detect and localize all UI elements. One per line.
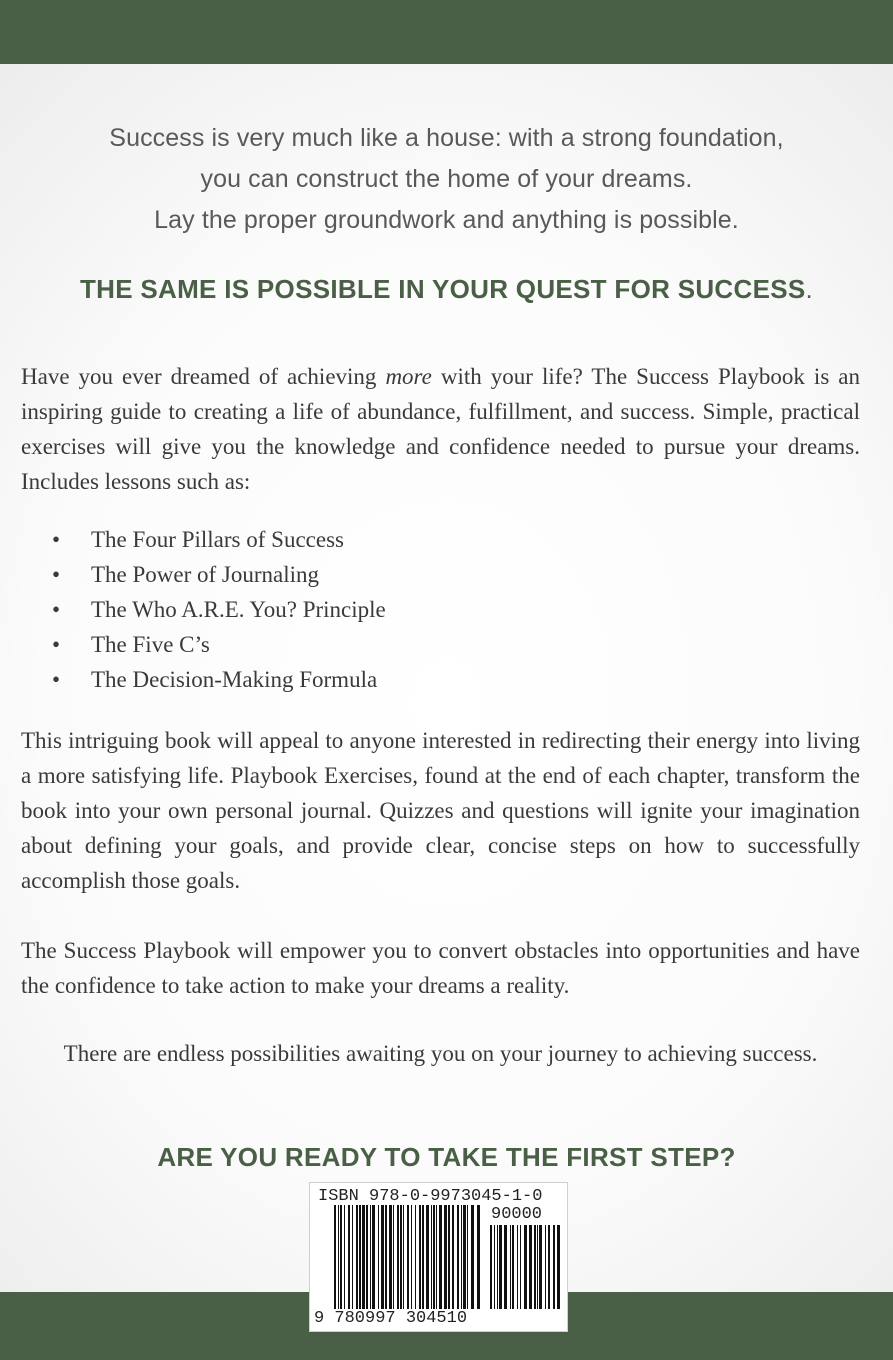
isbn-barcode (309, 1182, 568, 1332)
lesson-item (52, 522, 386, 557)
top-color-band (0, 0, 893, 64)
price-code: 90000 (491, 1205, 543, 1224)
lesson-item (52, 557, 386, 592)
lesson-label: The Four Pillars of Success (91, 527, 344, 552)
empowerment-paragraph: The Success Playbook will empower you to convert obstacles into opportunities and have the confidence to take action to make your dreams a reality. (21, 938, 860, 998)
ean-digits: 9 780997 304510 (314, 1309, 468, 1328)
headline (0, 274, 893, 305)
intro-before-emphasis: Have you ever dreamed of achieving (21, 364, 386, 389)
bullet-icon: • (52, 667, 61, 692)
tagline-line-1: Success is very much like a house: with a strong foundation, (109, 124, 784, 152)
lesson-item (52, 592, 386, 627)
tagline-line-3: Lay the proper groundwork and anything is possible. (154, 206, 739, 234)
lesson-label: The Five C’s (91, 632, 210, 657)
possibilities-paragraph: There are endless possibilities awaiting you on your journey to achieving success. (63, 1041, 818, 1066)
lesson-item (52, 662, 386, 697)
isbn-label: ISBN 978-0-9973045-1-0 (318, 1187, 543, 1206)
lesson-label: The Power of Journaling (91, 562, 320, 587)
headline-text: THE SAME IS POSSIBLE IN YOUR QUEST FOR SUCCESS (79, 274, 806, 304)
tagline (0, 118, 893, 241)
lesson-label: The Decision-Making Formula (91, 667, 378, 692)
intro-after-emphasis: with your life? The Success Playbook is an inspiring guide to creating a life of abundance, fulfillment, and success. Simple, practical exercises will give you the knowledge and confidence needed to pursue your dreams. Includes lessons such as: (21, 364, 860, 494)
bullet-icon: • (52, 527, 61, 552)
bullet-icon: • (52, 597, 61, 622)
bullet-icon: • (52, 562, 61, 587)
headline-period: . (805, 274, 814, 304)
intro-paragraph (21, 359, 860, 499)
bullet-icon: • (52, 632, 61, 657)
tagline-line-2: you can construct the home of your dreams. (200, 165, 693, 193)
lessons-list (52, 522, 386, 697)
intro-emphasis: more (385, 364, 432, 389)
call-to-action: ARE YOU READY TO TAKE THE FIRST STEP? (157, 1142, 736, 1172)
lesson-item (52, 627, 386, 662)
lesson-label: The Who A.R.E. You? Principle (91, 597, 386, 622)
audience-paragraph: This intriguing book will appeal to anyone interested in redirecting their energy into living a more satisfying life. Playbook Exercises, found at the end of each chapter, transform the book into your own personal journal. Quizzes and questions will ignite your imagination about defining your goals, and provide clear, concise steps on how to successfully accomplish those goals. (21, 728, 860, 893)
